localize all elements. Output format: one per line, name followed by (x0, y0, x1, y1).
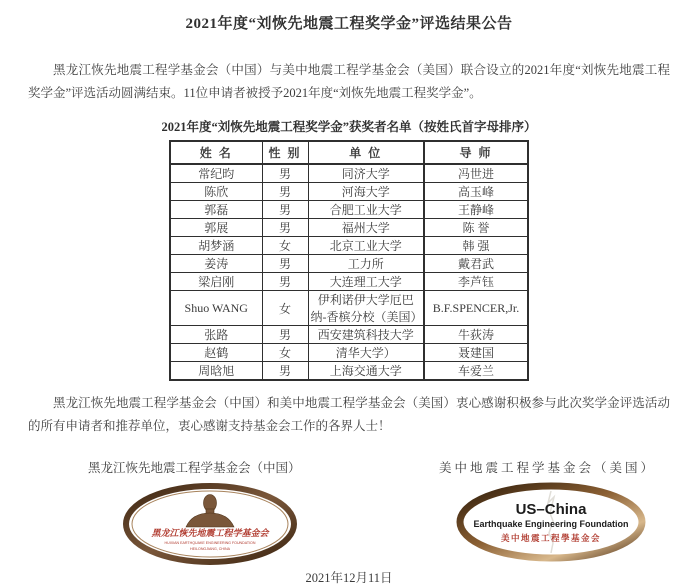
col-header-name: 姓 名 (170, 141, 262, 164)
table-cell: 郭展 (170, 219, 262, 237)
table-cell: 姜涛 (170, 255, 262, 273)
announcement-title: 2021年度“刘恢先地震工程奖学金”评选结果公告 (185, 16, 513, 32)
table-cell: 大连理工大学 (308, 273, 424, 291)
table-row (170, 183, 528, 201)
table-cell: 男 (262, 326, 308, 344)
table-cell: 张路 (170, 326, 262, 344)
table-cell: 韩 强 (424, 237, 528, 255)
seal-en-line1: HUIXIAN EARTHQUAKE ENGINEERING FOUNDATION (164, 541, 256, 545)
table-cell: 陈 誉 (424, 219, 528, 237)
col-header-gender: 性 别 (262, 141, 308, 164)
table-cell: 男 (262, 362, 308, 381)
winners-table (169, 140, 529, 381)
publish-date: 2021年12月11日 (305, 571, 393, 585)
col-header-institution: 单 位 (308, 141, 424, 164)
table-cell: 福州大学 (308, 219, 424, 237)
table-cell: 同济大学 (308, 164, 424, 183)
us-china-cn-text: 美中地震工程學基金会 (500, 533, 602, 543)
table-cell: 伊利诺伊大学厄巴纳-香槟分校（美国） (308, 291, 424, 326)
table-cell: 女 (262, 237, 308, 255)
table-cell: 戴君武 (424, 255, 528, 273)
seal-en-line2: HEILONGJIANG, CHINA (190, 547, 230, 551)
table-cell: 男 (262, 219, 308, 237)
table-cell: 男 (262, 273, 308, 291)
table-cell: 女 (262, 291, 308, 326)
table-cell: 北京工业大学 (308, 237, 424, 255)
table-row (170, 255, 528, 273)
table-row (170, 362, 528, 381)
table-cell: 常纪昀 (170, 164, 262, 183)
us-china-line1: US–China (515, 501, 587, 518)
us-china-foundation-logo (456, 483, 646, 561)
table-cell: 郭磊 (170, 201, 262, 219)
table-cell: 高玉峰 (424, 183, 528, 201)
us-china-line2: Earthquake Engineering Foundation (473, 519, 629, 529)
table-cell: 清华大学） (308, 344, 424, 362)
table-cell: 周晗旭 (170, 362, 262, 381)
table-row (170, 291, 528, 326)
table-header-row (170, 141, 528, 164)
table-cell: 胡梦涵 (170, 237, 262, 255)
table-cell: 女 (262, 344, 308, 362)
seal-cn-text: 黑龙江恢先地震工程学基金会 (151, 528, 269, 538)
table-cell: 梁启刚 (170, 273, 262, 291)
table-cell: 陈欣 (170, 183, 262, 201)
table-cell: 河海大学 (308, 183, 424, 201)
table-row (170, 164, 528, 183)
organizations-row (0, 458, 698, 476)
table-cell: 车爱兰 (424, 362, 528, 381)
table-cell: 王静峰 (424, 201, 528, 219)
org-name-china: 黑龙江恢先地震工程学基金会（中国） (88, 461, 301, 475)
table-cell: 李芦钰 (424, 273, 528, 291)
table-row (170, 219, 528, 237)
table-cell: 男 (262, 255, 308, 273)
table-cell: 男 (262, 201, 308, 219)
table-cell: 工力所 (308, 255, 424, 273)
col-header-advisor: 导 师 (424, 141, 528, 164)
table-row (170, 237, 528, 255)
china-foundation-logo (122, 483, 298, 565)
table-cell: 赵鹤 (170, 344, 262, 362)
intro-paragraph: 黑龙江恢先地震工程学基金会（中国）与美中地震工程学基金会（美国）联合设立的2021年度“刘恢先地震工程奖学金”评选活动圆满结束。11位申请者被授予2021年度“刘恢先地震工程奖学金”。 (28, 63, 670, 100)
table-row (170, 326, 528, 344)
table-row (170, 201, 528, 219)
table-cell: 上海交通大学 (308, 362, 424, 381)
thanks-paragraph: 黑龙江恢先地震工程学基金会（中国）和美中地震工程学基金会（美国）衷心感谢积极参与此次奖学金评选活动的所有申请者和推荐单位，衷心感谢支持基金会工作的各界人士！ (28, 396, 670, 433)
table-cell: 牛荻涛 (424, 326, 528, 344)
winners-table-body (170, 164, 528, 380)
table-cell: 男 (262, 164, 308, 183)
table-row (170, 273, 528, 291)
table-cell: 西安建筑科技大学 (308, 326, 424, 344)
table-caption: 2021年度“刘恢先地震工程奖学金”获奖者名单（按姓氏首字母排序） (161, 120, 537, 134)
table-cell: 聂建国 (424, 344, 528, 362)
table-cell: 冯世进 (424, 164, 528, 183)
logos-row (0, 483, 698, 565)
table-cell: 合肥工业大学 (308, 201, 424, 219)
table-cell: Shuo WANG (170, 291, 262, 326)
table-row (170, 344, 528, 362)
table-cell: B.F.SPENCER,Jr. (424, 291, 528, 326)
table-cell: 男 (262, 183, 308, 201)
org-name-us: 美中地震工程学基金会（美国） (438, 461, 656, 475)
